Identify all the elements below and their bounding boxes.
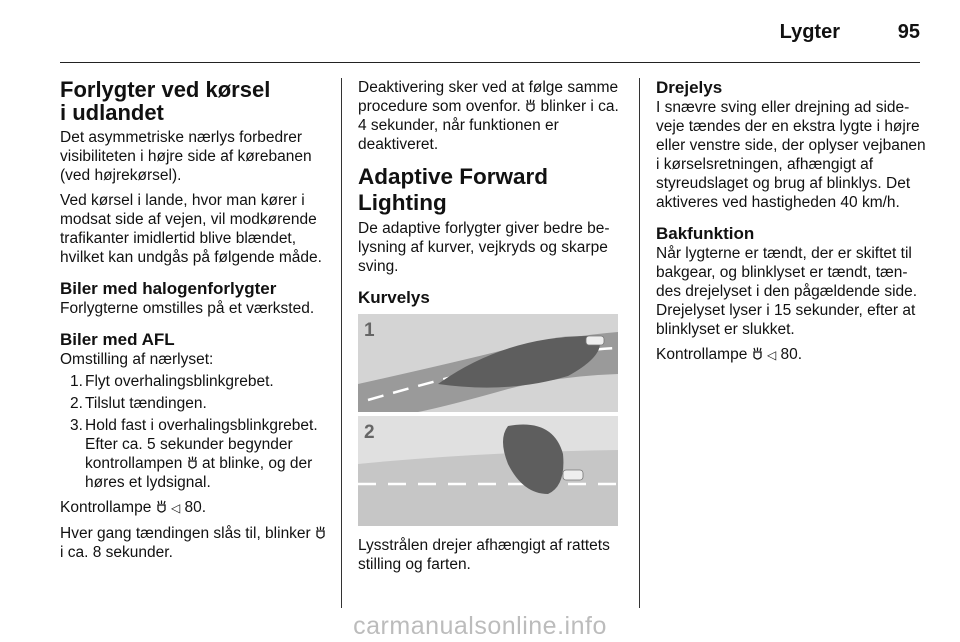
halogen-text: Forlygterne omstilles på et værksted. xyxy=(60,300,315,317)
intro-paragraph: Det asymmetriske nærlys forbedrer visibiliteten i højre side af kørebanen (ved højrekørsel). xyxy=(60,129,312,184)
drejelys-paragraph: I snævre sving eller drejning ad sideveje tændes der en ekstra lygte i højre eller venstre side, der oplyser vejbanen i kørselsretningen, afhængigt af styreudslaget og brug af blinklys. Det aktiveres ved hastigheden 40 km/h. xyxy=(656,99,926,211)
column-divider-2 xyxy=(639,78,640,608)
page-ref-arrow-icon: ◁ xyxy=(170,501,181,515)
list-item: 1. Flyt overhalingsblinkgrebet. xyxy=(70,373,274,390)
control-lamp-reference: Kontrollampe ◁ 80. xyxy=(60,499,207,516)
section-title: Lygter xyxy=(779,21,840,43)
list-item: 3. Hold fast i overhalingsblinkgrebet. Efter ca. 5 sekunder begynder kontrollampen at blinke, og der høres et lydsignal. xyxy=(70,417,318,491)
deactivation-paragraph: Deaktivering sker ved at følge samme procedure som ovenfor. blinker i ca. 4 sekunder, når funktionen er deaktiveret. xyxy=(358,79,619,153)
headlight-indicator-icon xyxy=(752,347,763,361)
car-1 xyxy=(586,336,604,345)
column-2 xyxy=(358,78,628,580)
heading-adaptive-forward-lighting: Adaptive Forward Lighting xyxy=(358,164,549,215)
headlight-indicator-icon xyxy=(187,456,198,470)
headlight-indicator-icon xyxy=(156,500,167,514)
afl-intro: Omstilling af nærlyset: xyxy=(60,351,214,368)
headlight-indicator-icon xyxy=(525,99,536,113)
glare-paragraph: Ved kørsel i lande, hvor man kører i modsat side af vejen, vil modkørende trafikanter imidlertid blive blændet, hvilket kan undgås på følgende måde. xyxy=(60,192,322,266)
side-road xyxy=(358,450,618,526)
list-item: 2. Tilslut tændingen. xyxy=(70,395,207,412)
cornering-light-diagram xyxy=(358,314,618,526)
heading-kurvelys: Kurvelys xyxy=(358,288,430,307)
heading-afl-cars: Biler med AFL xyxy=(60,330,175,349)
page-number: 95 xyxy=(897,21,920,43)
page-header xyxy=(60,0,920,63)
figure-caption: Lysstrålen drejer afhængigt af rattets stilling og farten. xyxy=(358,537,610,573)
column-3 xyxy=(656,78,926,371)
heading-drejelys: Drejelys xyxy=(656,78,723,97)
headlight-indicator-icon xyxy=(315,526,326,540)
heading-foreign-headlights: Forlygter ved kørsel i udlandet xyxy=(60,77,271,125)
heading-bakfunktion: Bakfunktion xyxy=(656,224,755,243)
heading-halogen: Biler med halogenforlygter xyxy=(60,279,277,298)
steps-list xyxy=(60,372,330,492)
car-2 xyxy=(563,470,583,480)
ignition-paragraph: Hver gang tændingen slås til, blinker i ca. 8 sekunder. xyxy=(60,524,330,562)
figure-label-2: 2 xyxy=(364,422,375,443)
watermark: carmanualsonline.info xyxy=(353,612,607,640)
column-1 xyxy=(60,78,330,568)
page-ref-arrow-icon: ◁ xyxy=(766,348,777,362)
bakfunktion-paragraph: Når lygterne er tændt, der er skiftet til bakgear, og blinklyset er tændt, tændes drejelyset i den pågældende side. Drejelyset lyser i 15 sekunder, efter at blinklyset er slukket. xyxy=(656,245,918,338)
control-lamp-reference: Kontrollampe ◁ 80. xyxy=(656,346,803,363)
figure-label-1: 1 xyxy=(364,320,375,341)
cornering-light-illustration xyxy=(358,314,618,526)
afl-paragraph: De adaptive forlygter giver bedre belysning af kurver, vejkryds og skarpe sving. xyxy=(358,220,610,275)
column-divider-1 xyxy=(341,78,342,608)
